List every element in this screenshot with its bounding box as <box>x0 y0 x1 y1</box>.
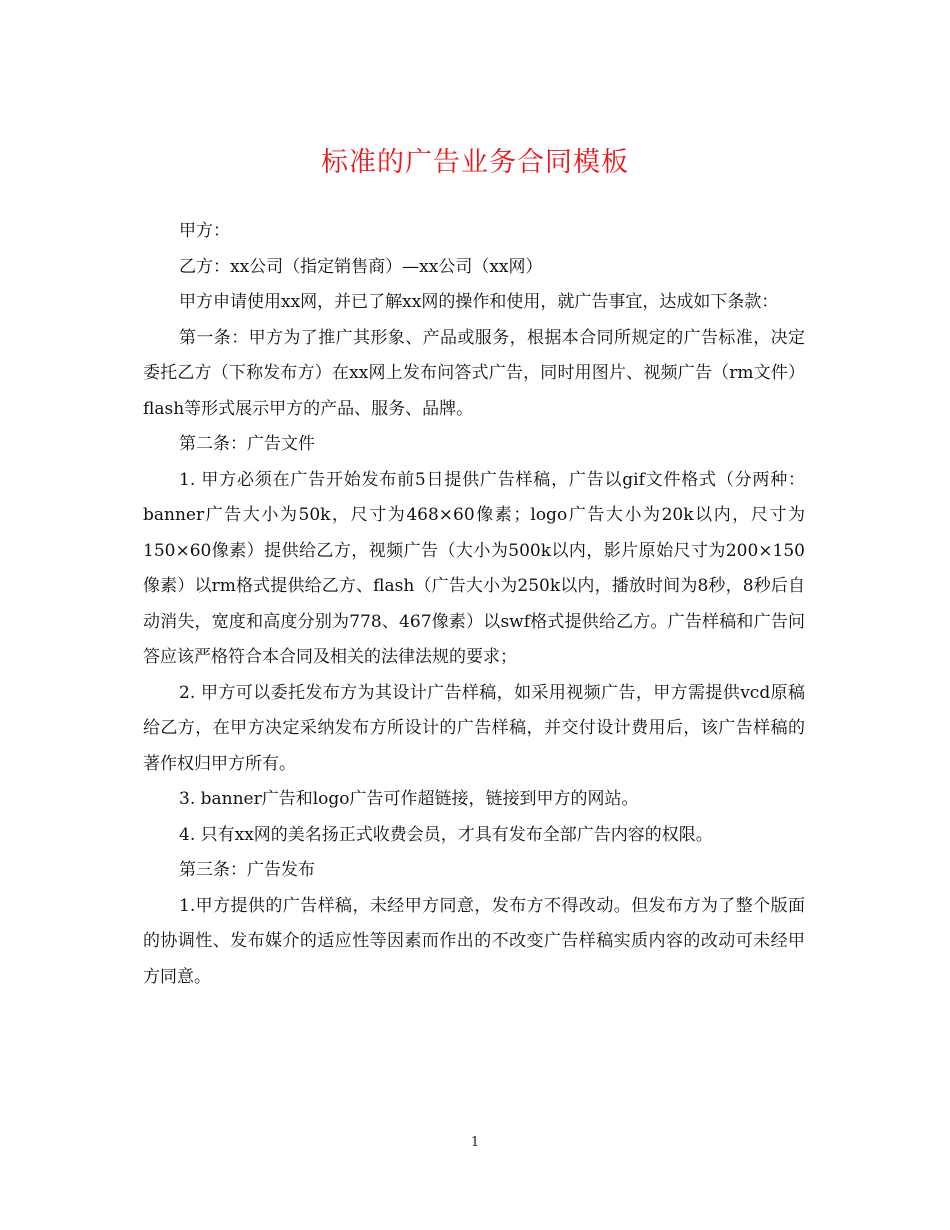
article-2-clause-2: 2. 甲方可以委托发布方为其设计广告样稿，如采用视频广告，甲方需提供vcd原稿给乙方，在甲方决定采纳发布方所设计的广告样稿，并交付设计费用后，该广告样稿的著作权归甲方所有。 <box>143 682 805 774</box>
document-title: 标准的广告业务合同模板 <box>321 147 629 178</box>
party-a-line: 甲方： <box>179 221 230 241</box>
party-b-line: 乙方：xx公司（指定销售商）—xx公司（xx网） <box>179 256 543 277</box>
document-body <box>143 214 805 995</box>
intro-paragraph: 甲方申请使用xx网，并已了解xx网的操作和使用，就广告事宜，达成如下条款： <box>179 292 779 312</box>
article-3-heading: 第三条：广告发布 <box>179 860 315 880</box>
article-2-clause-1: 1. 甲方必须在广告开始发布前5日提供广告样稿，广告以gif文件格式（分两种：banner广告大小为50k，尺寸为468×60像素；logo广告大小为20k以内，尺寸为150×60像素）提供给乙方，视频广告（大小为500k以内，影片原始尺寸为200×150像素）以rm格式提供给乙方、flash（广告大小为250k以内，播放时间为8秒，8秒后自动消失，宽度和高度分别为778、467像素）以swf格式提供给乙方。广告样稿和广告问答应该严格符合本合同及相关的法律法规的要求； <box>143 469 805 667</box>
article-2-heading: 第二条：广告文件 <box>179 434 315 454</box>
article-3-clause-1: 1.甲方提供的广告样稿，未经甲方同意，发布方不得改动。但发布方为了整个版面的协调性、发布媒介的适应性等因素而作出的不改变广告样稿实质内容的改动可未经甲方同意。 <box>143 895 805 987</box>
article-2-clause-3: 3. banner广告和logo广告可作超链接，链接到甲方的网站。 <box>179 789 639 809</box>
article-2-clause-4: 4. 只有xx网的美名扬正式收费会员，才具有发布全部广告内容的权限。 <box>179 824 713 845</box>
page-number: 1 <box>470 1135 480 1150</box>
article-1-paragraph: 第一条：甲方为了推广其形象、产品或服务，根据本合同所规定的广告标准，决定委托乙方（下称发布方）在xx网上发布问答式广告，同时用图片、视频广告（rm文件）flash等形式展示甲方的产品、服务、品牌。 <box>143 327 805 419</box>
